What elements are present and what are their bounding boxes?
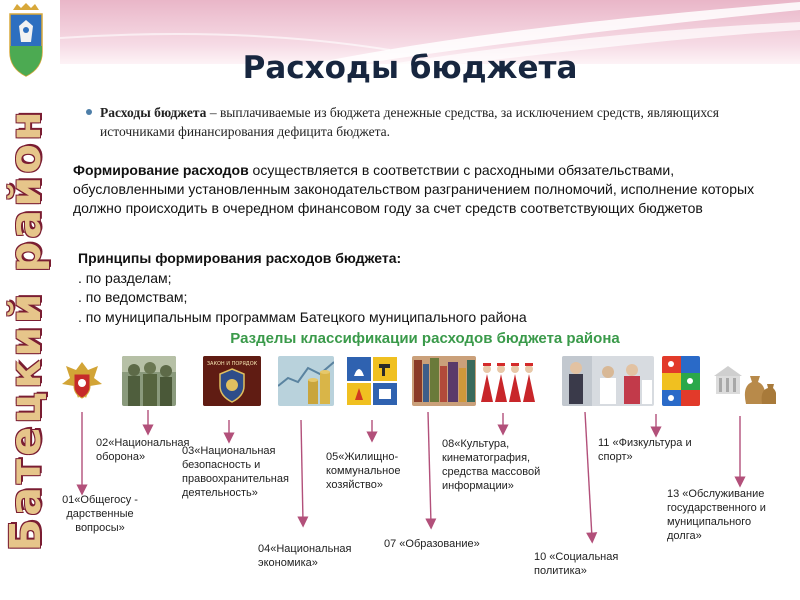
arrow-10 xyxy=(585,412,592,538)
definition-text: – выплачиваемые из бюджета денежные средства, за исключением средств, являющихся источниками финансирования дефицита бюджета. xyxy=(100,105,719,139)
definition-term: Расходы бюджета xyxy=(100,105,207,120)
arrow-04 xyxy=(301,420,303,522)
section-label-07: 07 «Образование» xyxy=(384,538,480,550)
section-label-11: 11 «Физкультура и спорт» xyxy=(598,437,692,463)
formation-lead: Формирование расходов xyxy=(73,162,249,178)
principles-heading: Принципы формирования расходов бюджета: xyxy=(78,250,402,266)
formation-text: осуществляется в соответствии с расходными обязательствами, обусловленными установленным законодательством разграничением полномочий, исполнение которых должно происходить в очередном финансовом году за счет средств соответствующих бюджетов xyxy=(73,162,755,216)
picture-caption: ЗАКОН И ПОРЯДОК xyxy=(206,361,258,367)
principle-item: . по муниципальным программам Батецкого муниципального района xyxy=(78,308,527,325)
principle-item: . по разделам; xyxy=(78,269,172,286)
section-label-10: 10 «Социальная политика» xyxy=(534,551,619,577)
section-label-08: 08«Культура, кинематография, средства массовой информации» xyxy=(442,438,541,492)
section-label-04: 04«Национальная экономика» xyxy=(258,543,352,569)
arrow-07 xyxy=(428,412,431,524)
principle-item: . по ведомствам; xyxy=(78,289,188,305)
page-title: Расходы бюджета xyxy=(242,50,578,86)
section-label-05: 05«Жилищно-коммунальное хозяйство» xyxy=(326,451,401,491)
sections-title: Разделы классификации расходов бюджета района xyxy=(230,330,620,347)
section-label-13: 13 «Обслуживание государственного и муниципального долга» xyxy=(667,488,766,542)
section-label-02: 02«Национальная оборона» xyxy=(96,437,190,463)
section-label-03: 03«Национальная безопасность и правоохранительная деятельность» xyxy=(182,445,289,499)
section-label-01: 01«Общегосу - дарственные вопросы» xyxy=(62,494,138,534)
district-vertical-title: Батецкий район xyxy=(1,108,51,552)
